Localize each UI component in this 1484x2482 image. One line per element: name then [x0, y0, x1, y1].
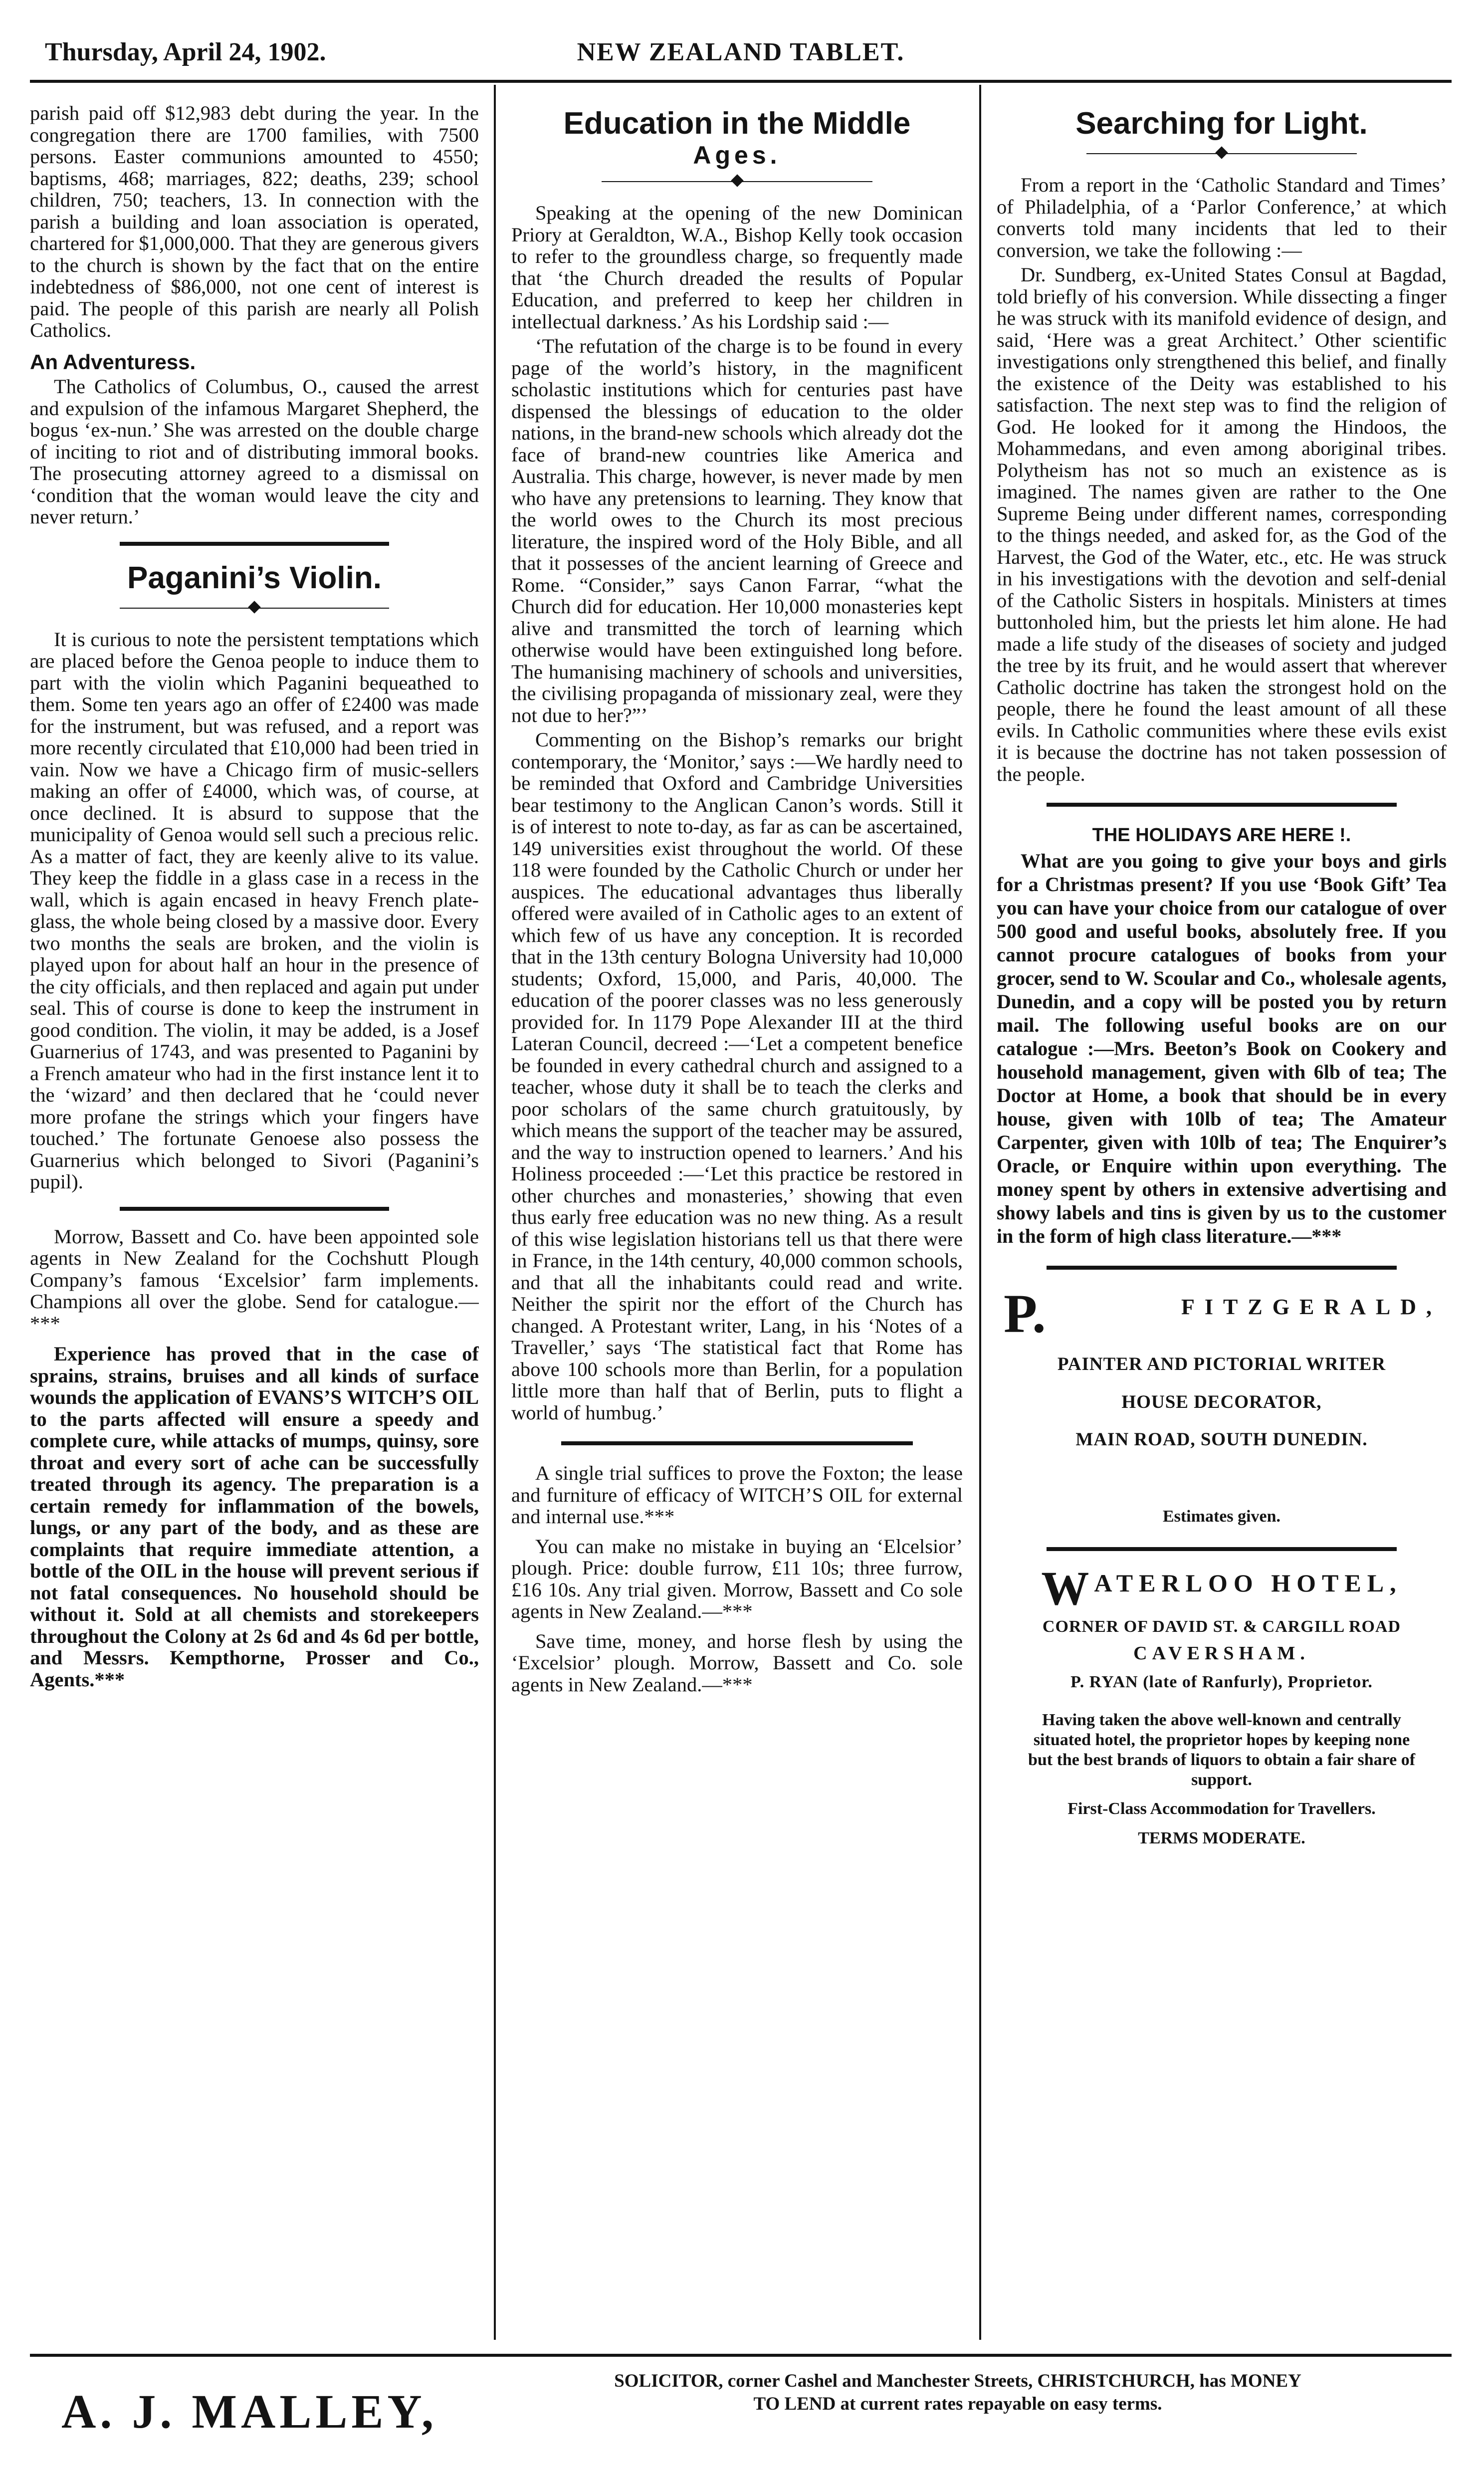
holidays-heading: THE HOLIDAYS ARE HERE !.: [1092, 825, 1351, 846]
witchs-oil-ad: Experience has proved that in the case of sprains, strains, bruises and all kinds of surface wounds the application of EVANS’S WITCH’S OIL to the parts affected will ensure a speedy and complete cure, while attacks of mumps, quinsy, sore throat and every sort of ache can be successfully treated through its agency. The preparation is a certain remedy for inflammation of the bowels, lungs, or any part of the body, and as these are complaints that require immediate attention, a bottle of the OIL in the house will prevent serious if not fatal consequences. No household should be without it. Sold at all chemists and storekeepers throughout the Colony at 2s 6d and 4s 6d per bottle, and Messrs. Kempthorne, Prosser and Co., Agents.***: [30, 1343, 479, 1691]
morrow-bassett-ad: Morrow, Bassett and Co. have been appointed sole agents in New Zealand for the Cochshutt Plough Company’s famous ‘Excelsior’ farm implements. Champions all over the globe. Send for catalogue.—***: [30, 1225, 479, 1335]
title-ornament: [997, 146, 1447, 161]
holidays-text: What are you going to give your boys and girls for a Christmas present? If you use ‘Book Gift’ Tea you can have your choice from our catalogue of over 500 good and useful books, absolutely free. If you cannot procure catalogues of books from your grocer, send to W. Scoular and Co., wholesale agents, Dunedin, and a copy will be posted you by return mail. The following useful books are on our catalogue :—Mrs. Beeton’s Book on Cookery and household management, given with 6lb of tea; The Doctor at Home, a book that should be in every house, given with 10lb of tea; The Amateur Carpenter, given with 10lb of tea; The Enquirer’s Oracle, or Enquire within upon everything. The money spent by others in extensive advertising and showy labels and tins is given by us to the customer in the form of high class literature.—***: [997, 850, 1447, 1247]
column-middle: [511, 102, 963, 2342]
hotel-terms: TERMS MODERATE.: [1138, 1829, 1305, 1847]
hotel-initial: W: [1041, 1562, 1089, 1615]
adventuress-heading: An Adventuress.: [30, 350, 196, 374]
waterloo-hotel-ad: [997, 1562, 1447, 1849]
malley-text-line-2: TO LEND at current rates repayable on easy terms.: [753, 2394, 1162, 2414]
searching-paragraph-2: Dr. Sundberg, ex-United States Consul at Bagdad, told briefly of his conversion. While dissecting a finger he was struck with its manifold evidence of design, and said, ‘Here was a great Architect.’ Other scientific investigations only strengthened this belief, and finally the existence of the Deity was established to his satisfaction. The next step was to find the religion of God. He looked for it among the Hindoos, the Mohammedans, and even among aboriginal tribes. Polytheism has not so much an existence as is imagined. The names given are rather to the One Supreme Being under different names, corresponding to the things needed, and asked for, as the God of the Harvest, the God of the Water, etc., etc. He was struck in his investigations with the devotion and self-denial of the Catholic Sisters in hospitals. Ministers at times buttonholed him, but the priests let him alone. He had made a life study of the diseases of society and judged the tree by its fruit, and he would assert that wherever Catholic doctrine has taken the strongest hold on the people, there he found the least amount of all these evils. In Catholic communities where these evils exist it is because the doctrine has not taken possession of the people.: [997, 263, 1447, 785]
malley-text-line-1: SOLICITOR, corner Cashel and Manchester Streets, CHRISTCHURCH, has MONEY: [614, 2371, 1301, 2391]
malley-name: A. J. MALLEY,: [61, 2385, 437, 2438]
hotel-corner: CORNER OF DAVID ST. & CARGILL ROAD: [1042, 1617, 1401, 1636]
fitzgerald-name-line: [997, 1283, 1447, 1344]
masthead-title: NEW ZEALAND TABLET.: [577, 38, 905, 66]
excelsior-plough-ad: You can make no mistake in buying an ‘Elcelsior’ plough. Price: double furrow, £11 10s; three furrow, £16 10s. Any trial given. Morrow, Bassett and Co sole agents in New Zealand.—***: [511, 1535, 963, 1622]
separator-rule: [1047, 1266, 1397, 1270]
paganini-text: It is curious to note the persistent temptations which are placed before the Genoa people to induce them to part with the violin which Paganini bequeathed to them. Some ten years ago an offer of £2400 was made for the instrument, but was refused, and a report was more recently circulated that £10,000 had been tried in vain. Now we have a Chicago firm of music-sellers making an offer of £4000, which was, of course, at once declined. It is absurd to suppose that the municipality of Genoa would sell such a precious relic. As a matter of fact, they are keenly alive to its value. They keep the fiddle in a glass case in a recess in the wall, which is again encased in heavy French plate-glass, the whole being closed by a massive door. Every two months the seals are broken, and the violin is played upon for about half an hour in the presence of the city officials, and then replaced and again put under seal. This of course is done to keep the instrument in good condition. The violin, it may be added, is a Josef Guarnerius of 1743, and was presented to Paganini by a French amateur who had in the first instance lent it to the ‘wizard’ and then declared that he ‘could never more profane the strings which your fingers have touched.’ The fortunate Genoese also possess the Guarnerius which belonged to Sivori (Paganini’s pupil).: [30, 628, 479, 1193]
adventuress-text: The Catholics of Columbus, O., caused the arrest and expulsion of the infamous Margaret Shepherd, the bogus ‘ex-nun.’ She was arrested on the double charge of inciting to riot and of distributing immoral books. The prosecuting attorney agreed to a dismissal on ‘condition that the woman would leave the city and never return.’: [30, 375, 479, 528]
education-title: Education in the Middle: [563, 106, 911, 141]
diamond-ornament-icon: [248, 601, 260, 613]
column-divider-right: [979, 85, 981, 2340]
fitzgerald-trade: PAINTER AND PICTORIAL WRITER: [1057, 1354, 1386, 1374]
education-paragraph-1: Speaking at the opening of the new Dominican Priory at Geraldton, W.A., Bishop Kelly took occasion to refer to the groundless charge, so frequently made that ‘the Church dreaded the results of Popular Education, and preferred to keep her children in intellectual darkness.’ As his Lordship said :—: [511, 202, 963, 333]
education-paragraph-2: ‘The refutation of the charge is to be found in every page of the world’s history, in the magnificent scholastic institutions which for centuries past have dispensed the blessings of education to the older nations, in the brand-new schools which already dot the face of brand-new countries like America and Australia. This charge, however, is never made by men who have any pretensions to learning. They know that the world owes to the Church its most precious literature, the inspired word of the Holy Bible, and all that it possesses of the ancient learning of Greece and Rome. “Consider,” says Canon Farrar, “what the Church did for education. Her 10,000 monasteries kept alive and transmitted the torch of learning which otherwise would have been extinguished long before. The humanising machinery of schools and universities, the civilising propaganda of missionary zeal, were they not due to her?”’: [511, 335, 963, 726]
separator-rule: [1047, 1547, 1397, 1551]
hotel-name-line: [997, 1562, 1447, 1615]
hotel-description: Having taken the above well-known and centrally situated hotel, the proprietor hopes by keeping none but the best brands of liquors to obtain a fair share of support.: [1028, 1710, 1416, 1789]
save-time-ad: Save time, money, and horse flesh by using the ‘Excelsior’ plough. Morrow, Bassett and Co. sole agents in New Zealand.—***: [511, 1629, 963, 1696]
searching-title: Searching for Light.: [1075, 106, 1368, 141]
title-ornament: [511, 174, 963, 189]
header-rule: [30, 80, 1452, 83]
malley-text: [489, 2370, 1427, 2416]
hotel-place: CAVERSHAM.: [1133, 1642, 1310, 1664]
separator-rule: [1047, 803, 1397, 807]
fitzgerald-name: FITZGERALD,: [1181, 1294, 1442, 1319]
separator-rule: [561, 1441, 913, 1445]
paganini-title: Paganini’s Violin.: [127, 560, 382, 595]
fitzgerald-address: MAIN ROAD, SOUTH DUNEDIN.: [1075, 1429, 1368, 1450]
issue-date: Thursday, April 24, 1902.: [45, 38, 326, 66]
hotel-accommodation: First-Class Accommodation for Travellers.: [1067, 1799, 1376, 1818]
searching-paragraph-1: From a report in the ‘Catholic Standard and Times’ of Philadelphia, of a ‘Parlor Conference,’ at which converts told many incidents that led to their conversion, we take the following :—: [997, 174, 1447, 261]
footer-rule: [30, 2354, 1452, 2357]
hotel-proprietor: P. RYAN (late of Ranfurly), Proprietor.: [1070, 1673, 1373, 1691]
education-paragraph-3: Commenting on the Bishop’s remarks our bright contemporary, the ‘Monitor,’ says :—We hardly need to be reminded that Oxford and Cambridge Universities bear testimony to the Anglican Canon’s words. Still it is of interest to note to-day, as far as can be ascertained, 149 universities exist throughout the world. Of these 118 were founded by the Catholic Church or under her auspices. The educational advantages thus liberally offered were availed of in Catholic ages to an extent of which few of us have any conception. It is recorded that in the 13th century Bologna University had 10,000 students; Oxford, 15,000, and Paris, 40,000. The education of the poorer classes was no less generously provided for. In 1179 Pope Alexander III at the third Lateran Council, decreed :—‘Let a competent benefice be founded in every cathedral church and assigned to a teacher, whose duty it shall be to teach the clerks and poor scholars of the same church gratuitously, by which means the support of the teacher may be assured, and the way to instruction opened to learners.’ And his Holiness proceeded :—‘Let this practice be restored in other churches and monasteries,’ showing that even thus early free education was no new thing. As a result of this wise legislation historians tell us that there were in France, in the 14th century, 40,000 common schools, and that all the inhabitants could read and write. Neither the spirit nor the effort of the Church has changed. A Protestant writer, Lang, in his ‘Notes of a Traveller,’ says ‘The statistical fact that Rome has above 100 schools more than Berlin, for a population little more than half that of Berlin, puts to flight a world of humbug.’: [511, 728, 963, 1424]
parish-article-text: parish paid off $12,983 debt during the year. In the congregation there are 1700 families, with 7500 persons. Easter communions amounted to 4550; baptisms, 468; marriages, 822; deaths, 239; school children, 750; teachers, 13. In connection with the parish a building and loan association is operated, chartered for $1,000,000. That they are generous givers to the church is shown by the fact that on the entire indebtedness of $86,000, not one cent of interest is paid. The people of this parish are nearly all Polish Catholics.: [30, 102, 479, 341]
column-right: [997, 102, 1447, 2342]
malley-footer-ad: [30, 2364, 1452, 2449]
separator-rule: [120, 1207, 389, 1211]
column-divider-left: [494, 85, 496, 2340]
fitzgerald-ad: [997, 1283, 1447, 1527]
education-title-line2: Ages.: [693, 141, 781, 169]
separator-rule: [120, 542, 389, 546]
fitzgerald-initial: P.: [1004, 1283, 1046, 1344]
column-left: [30, 102, 479, 2342]
holidays-ad: [997, 824, 1447, 1248]
diamond-ornament-icon: [1215, 146, 1228, 159]
fitzgerald-trade-2: HOUSE DECORATOR,: [1121, 1391, 1322, 1412]
title-ornament: [30, 601, 479, 616]
fitzgerald-estimates: Estimates given.: [1162, 1507, 1281, 1526]
page-header: [45, 37, 1437, 72]
hotel-name: ATERLOO HOTEL,: [1094, 1569, 1402, 1597]
diamond-ornament-icon: [731, 174, 743, 187]
foxton-ad: A single trial suffices to prove the Foxton; the lease and furniture of efficacy of WITCH’S OIL for external and internal use.***: [511, 1462, 963, 1528]
